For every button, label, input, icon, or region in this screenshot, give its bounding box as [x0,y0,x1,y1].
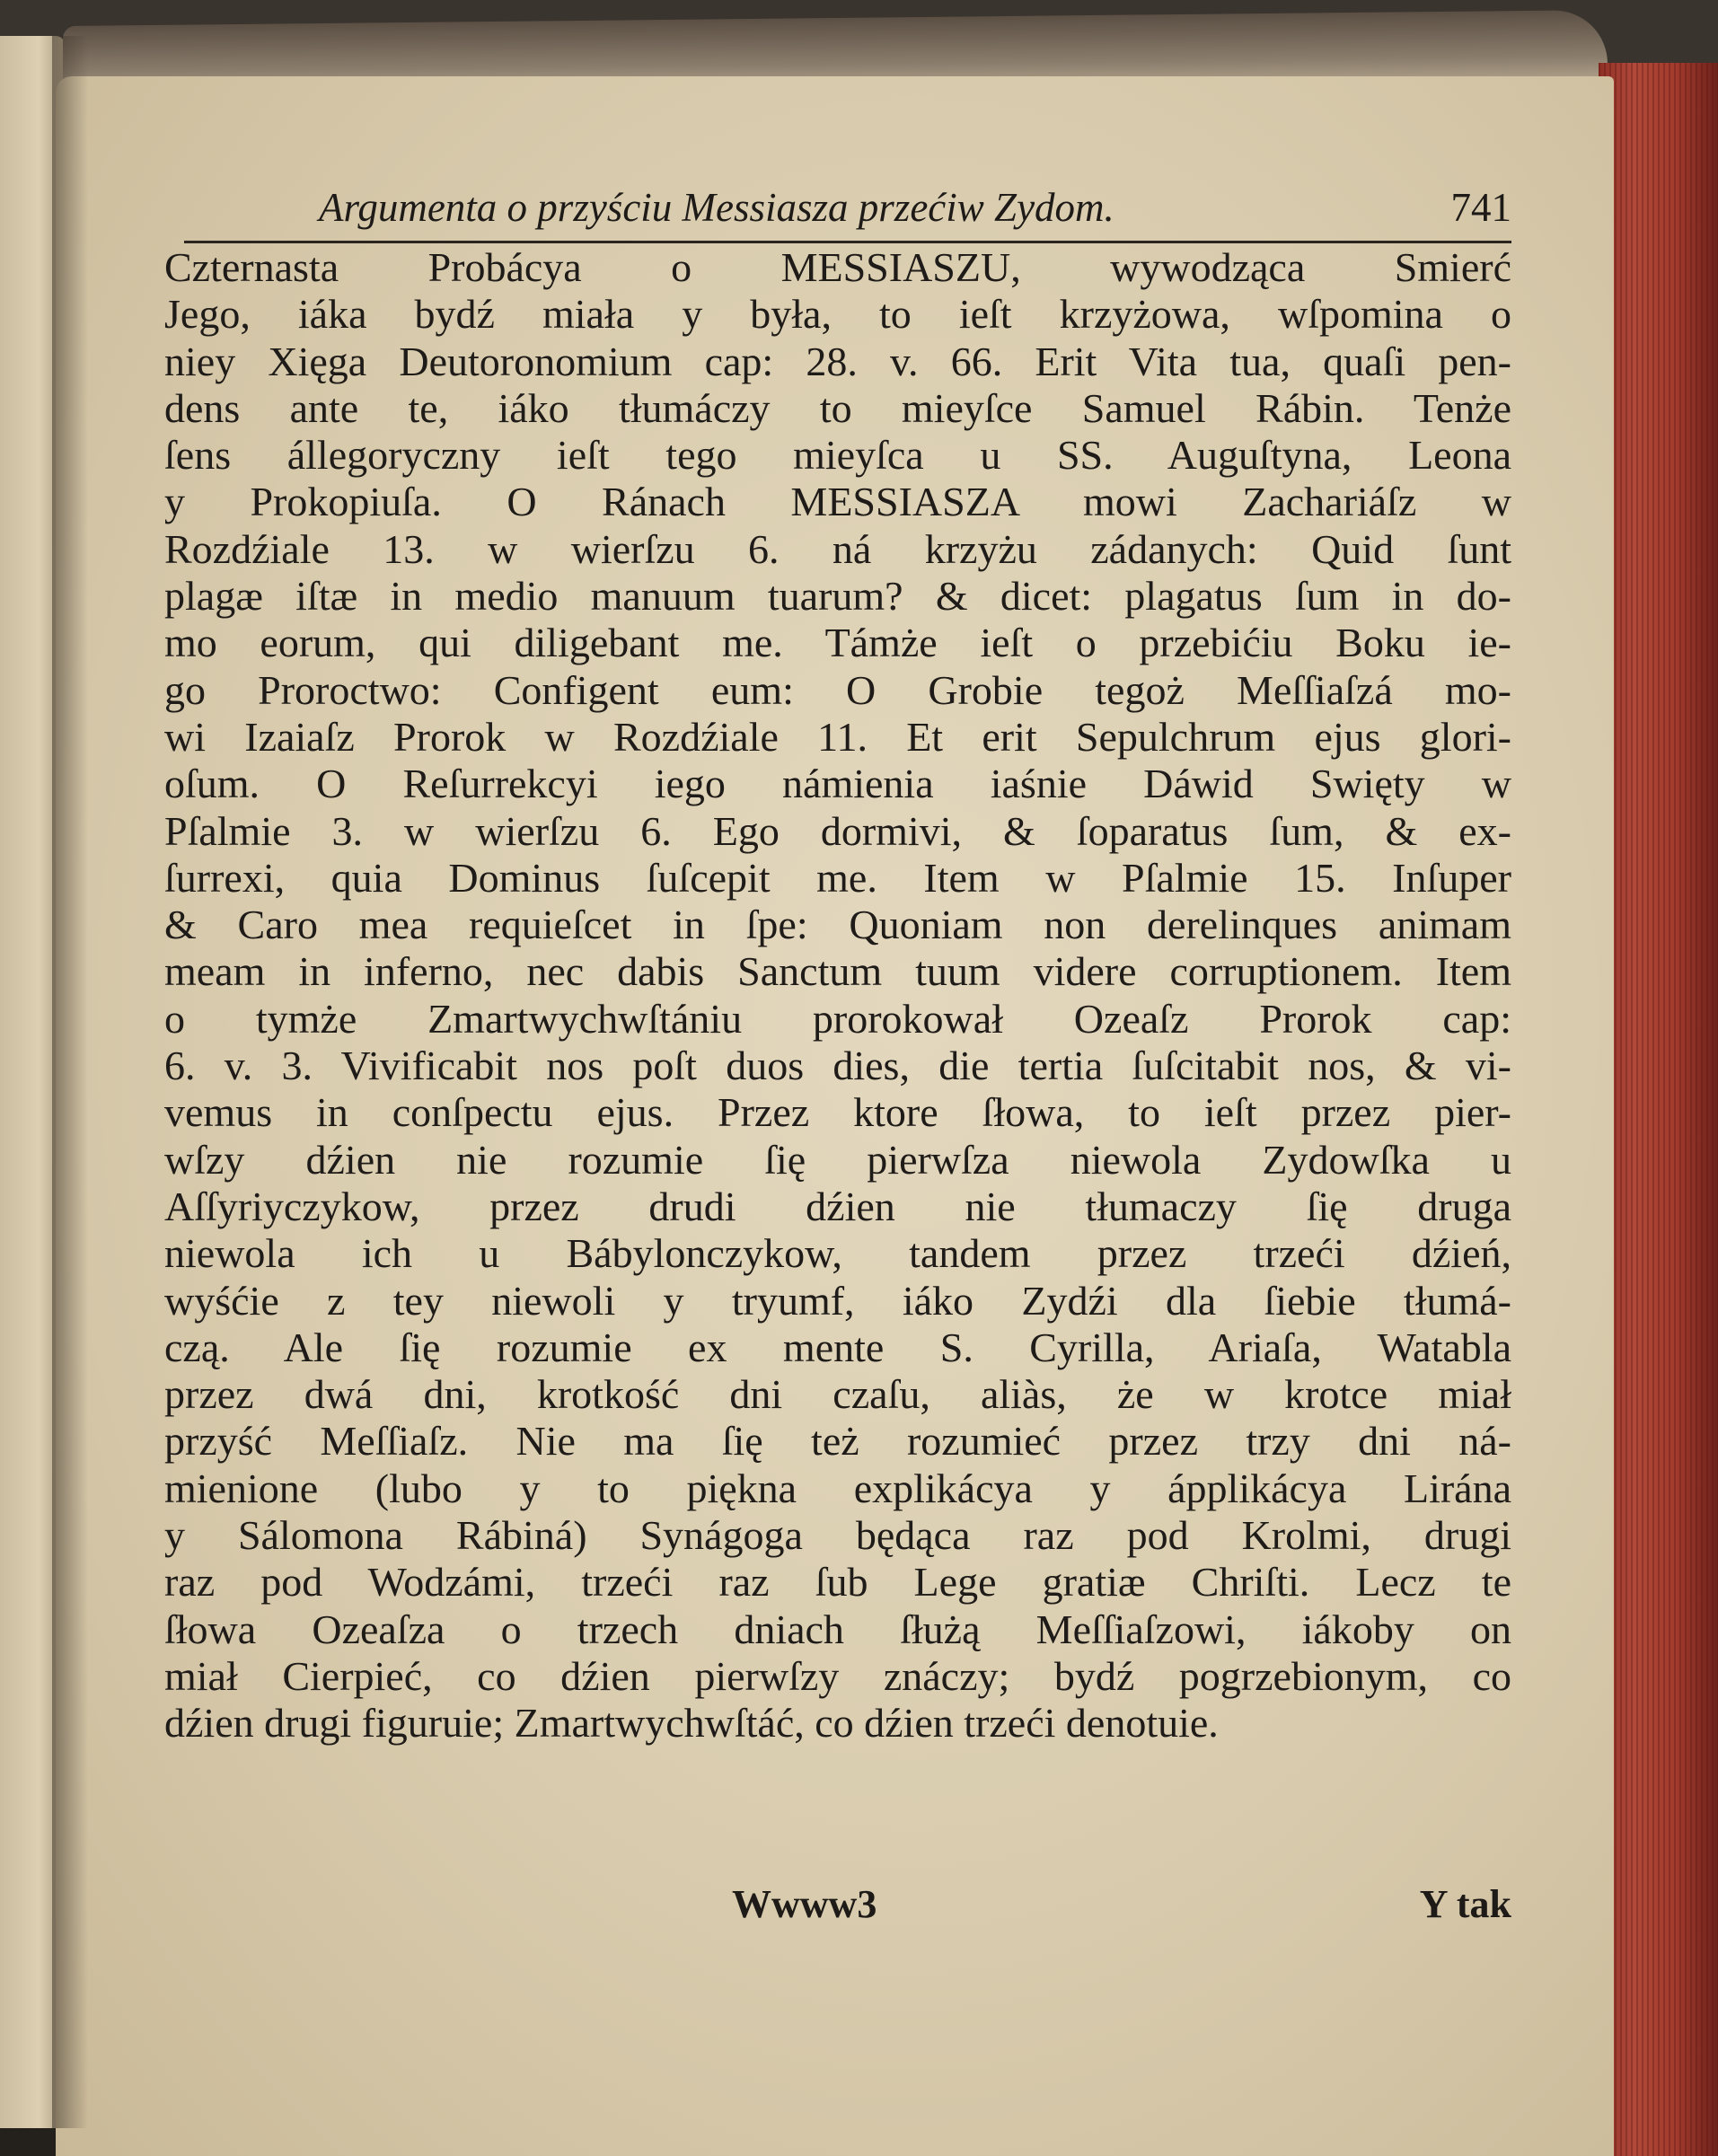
text-line: dźien drugi figuruie; Zmartwychwſtáć, co dźien trzeći denotuie. [164,1700,1219,1747]
text-line: wi Izaiaſz Prorok w Rozdźiale 11. Et erit Sepulchrum ejus glori- [164,713,1511,760]
text-line: dens ante te, iáko tłumáczy to mieyſce Samuel Rábin. Tenże [164,384,1511,431]
text-line: ſurrexi, quia Dominus ſuſcepit me. Item w Pſalmie 15. Inſuper [164,854,1511,901]
text-line: Czternasta Probácya o MESSIASZU, wywodząca Smierć [164,244,1511,290]
text-line: meam in inferno, nec dabis Sanctum tuum videre corruptionem. Item [164,948,1511,995]
text-line: Aſſyriyczykow, przez drudi dźien nie tłumaczy ſię druga [164,1183,1511,1229]
text-line: mienione (lubo y to piękna explikácya y ápplikácya Lirána [164,1465,1511,1511]
text-line: wſzy dźien nie rozumie ſię pierwſza niewola Zydowſka u [164,1136,1511,1183]
running-head [184,184,1511,247]
text-line: vemus in conſpectu ejus. Przez ktore ſłowa, to ieſt przez pier- [164,1089,1511,1136]
page-number: 741 [1450,185,1511,230]
text-line: mo eorum, qui diligebant me. Támże ieſt o przebićiu Boku ie- [164,620,1511,666]
text-line: go Proroctwo: Configent eum: O Grobie tegoż Meſſiaſzá mo- [164,666,1511,713]
text-line: ſłowa Ozeaſza o trzech dniach ſłużą Meſſiaſzowi, iákoby on [164,1606,1511,1652]
catchword: Y tak [1419,1882,1511,1926]
body-text [164,244,1511,1747]
text-line: czą. Ale ſię rozumie ex mente S. Cyrilla, Ariaſa, Watabla [164,1324,1511,1370]
text-line: raz pod Wodzámi, trzeći raz ſub Lege gratiæ Chriſti. Lecz te [164,1559,1511,1606]
text-line: ſens állegoryczny ieſt tego mieyſca u SS. Auguſtyna, Leona [164,432,1511,479]
text-line: miał Cierpieć, co dźien pierwſzy znáczy; bydź pogrzebionym, co [164,1652,1511,1699]
text-line: o tymże Zmartwychwſtániu prorokował Ozeaſz Prorok cap: [164,995,1511,1042]
text-line: 6. v. 3. Vivificabit nos poſt duos dies, die tertia ſuſcitabit nos, & vi- [164,1043,1511,1089]
red-page-edges [1599,63,1718,2156]
text-line: plagæ iſtæ in medio manuum tuarum? & dicet: plagatus ſum in do- [164,573,1511,620]
text-line: Jego, iáka bydź miała y była, to ieſt krzyżowa, wſpomina o [164,291,1511,338]
text-line: niey Xięga Deutoronomium cap: 28. v. 66. Erit Vita tua, quaſi pen- [164,338,1511,384]
header-rule [184,241,1511,243]
text-line: wyśćie z tey niewoli y tryumf, iáko Zydźi dla ſiebie tłumá- [164,1277,1511,1324]
page-footer [164,1881,1511,1935]
running-title: Argumenta o przyściu Messiasza przećiw Zydom. [319,185,1114,230]
text-line: niewola ich u Bábylonczykow, tandem przez trzeći dźień, [164,1230,1511,1277]
text-line: Pſalmie 3. w wierſzu 6. Ego dormivi, & ſoparatus ſum, & ex- [164,807,1511,854]
text-line: y Sálomona Rábiná) Synágoga będąca raz pod Krolmi, drugi [164,1512,1511,1559]
signature-mark: Wwww3 [732,1882,877,1926]
text-line: Rozdźiale 13. w wierſzu 6. ná krzyżu zádanych: Quid ſunt [164,525,1511,572]
text-line: oſum. O Reſurrekcyi iego námienia iaśnie Dáwid Swięty w [164,761,1511,807]
text-line: y Prokopiuſa. O Ránach MESSIASZA mowi Zachariáſz w [164,479,1511,525]
text-line: & Caro mea requieſcet in ſpe: Quoniam non derelinques animam [164,902,1511,948]
gutter-shadow [52,36,88,2128]
text-line: przez dwá dni, krotkość dni czaſu, aliàs, że w krotce miał [164,1371,1511,1418]
text-line: przyść Meſſiaſz. Nie ma ſię też rozumieć przez trzy dni ná- [164,1418,1511,1465]
